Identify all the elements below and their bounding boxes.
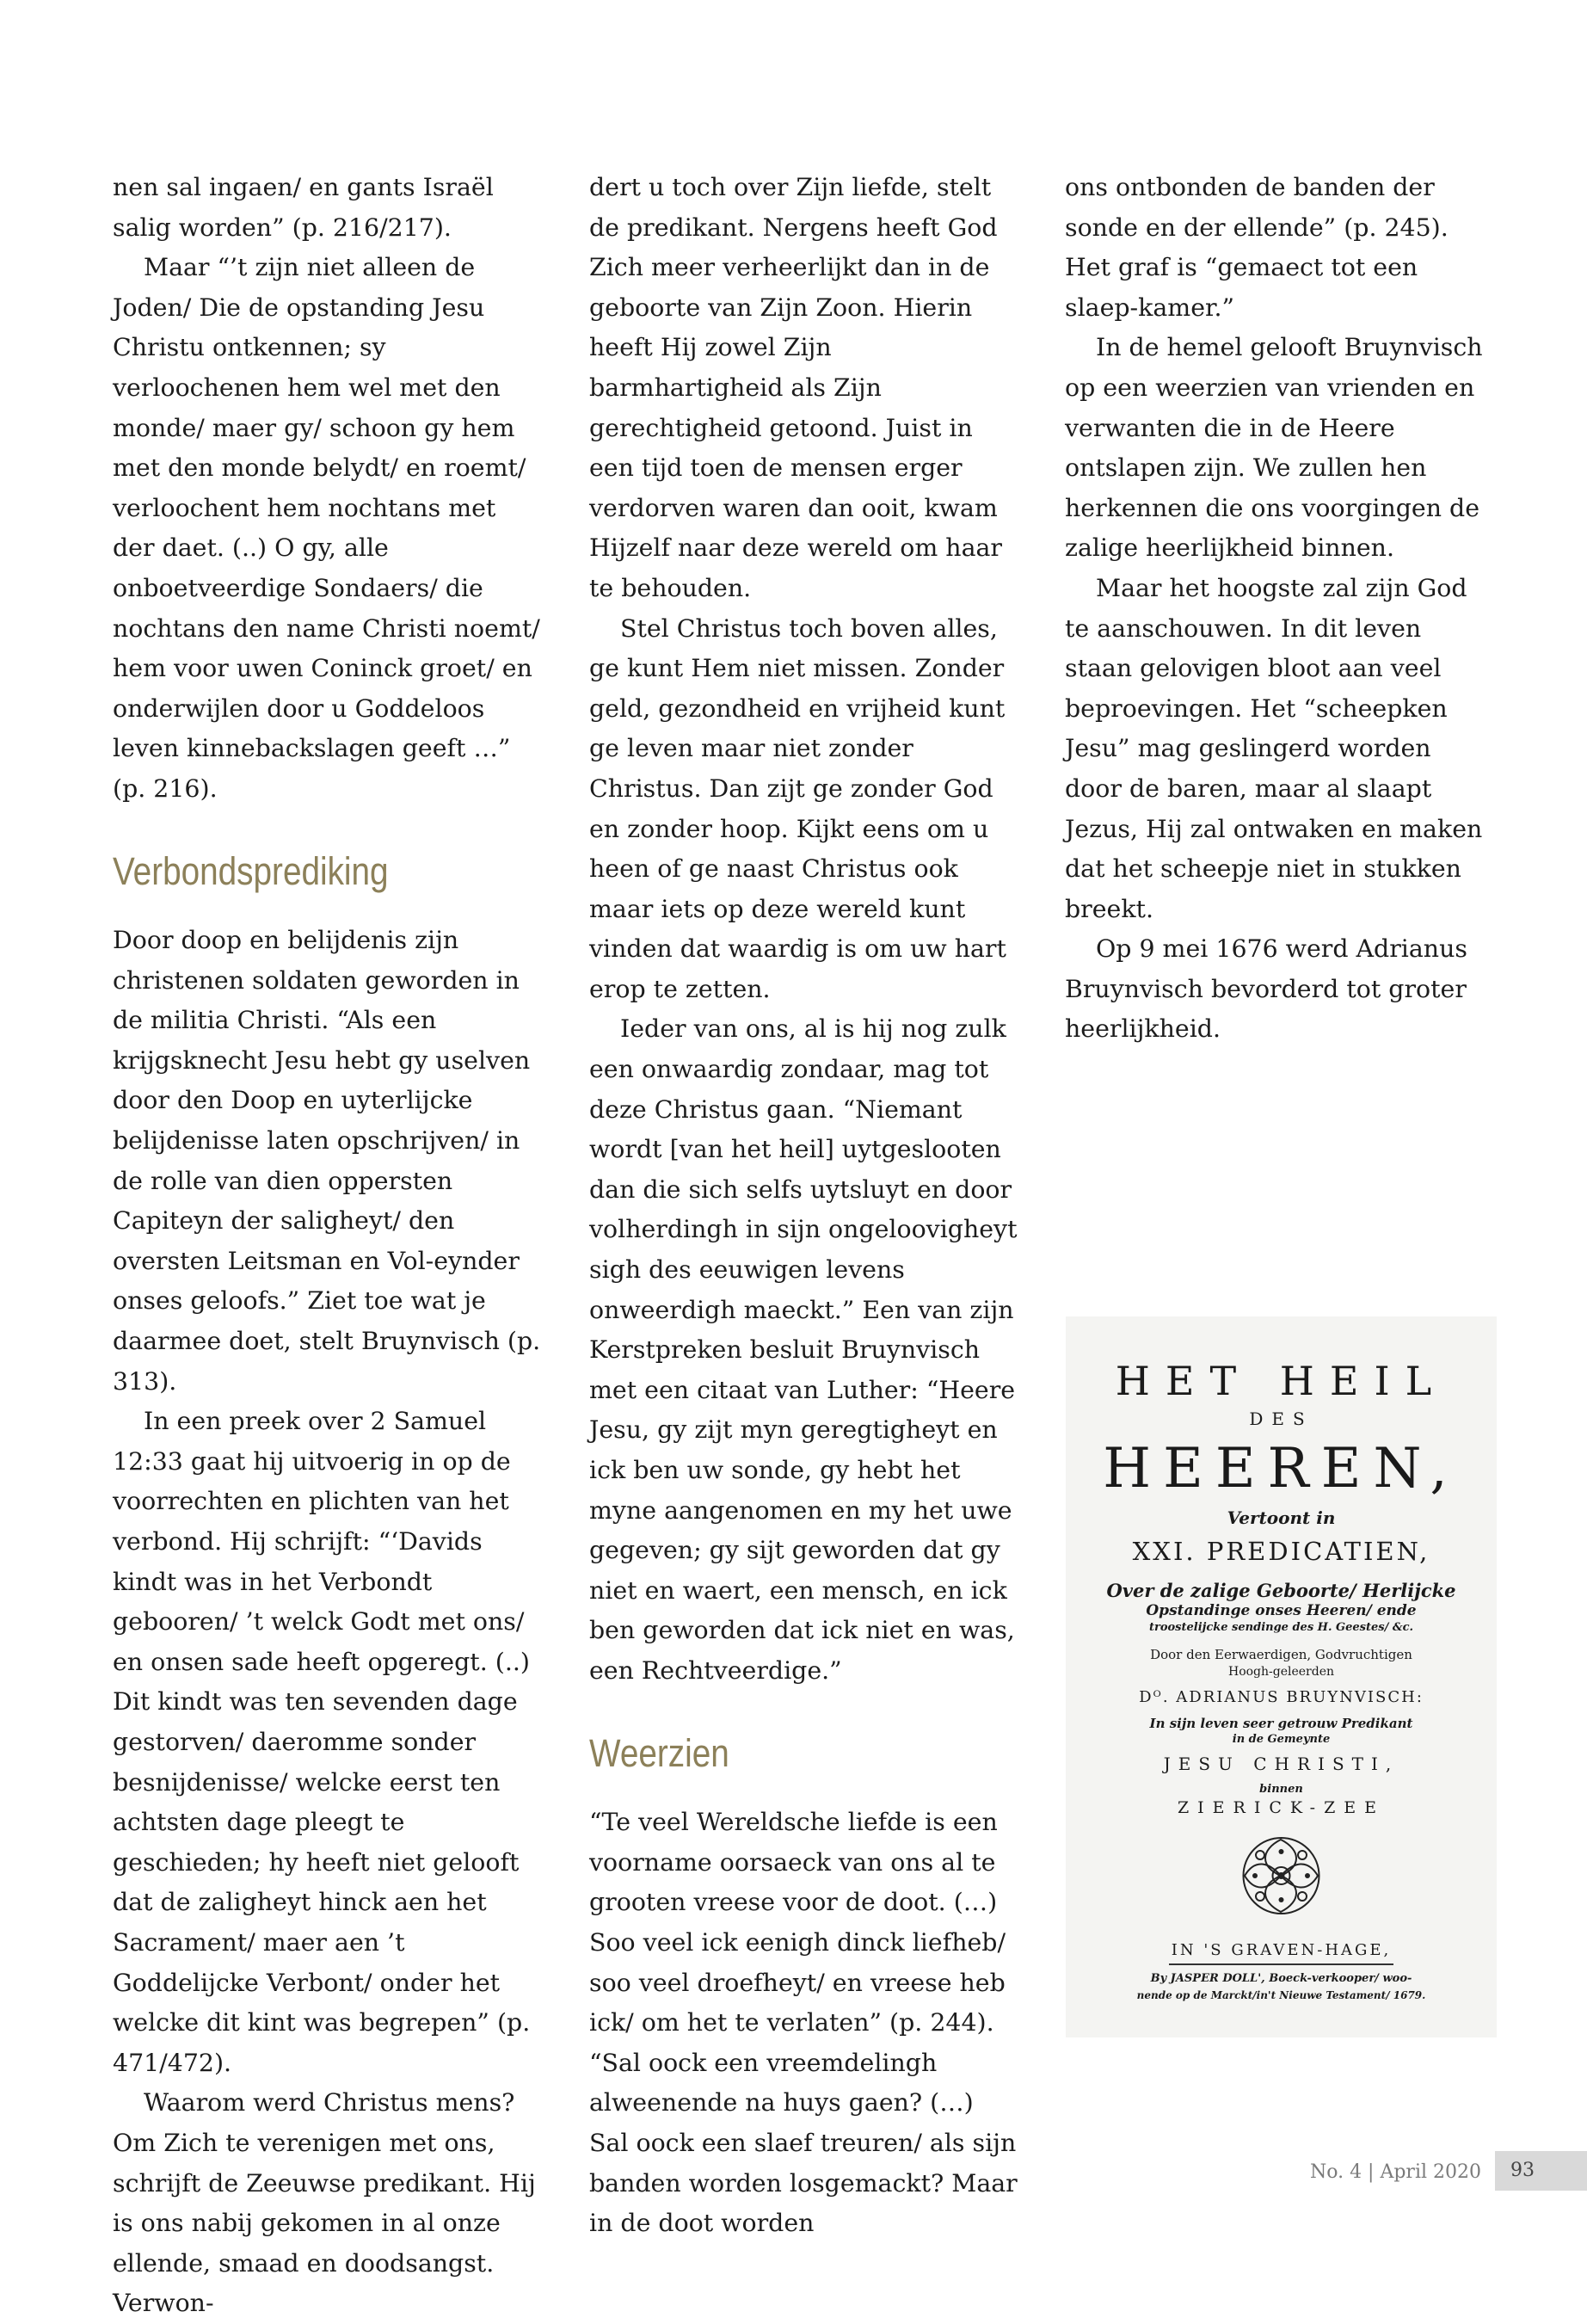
figure-line: HEEREN, (1103, 1437, 1460, 1501)
paragraph: “Te veel Wereldsche liefde is een voorname oorsaeck van ons al te grooten vreese voor de doot. (…) Soo veel ick eenigh dinck liefheb/ soo veel droefheyt/ en vreese heb ick/ om het te verlaten” (p. 244). “Sal oock een vreemdelingh alweenende na huys gaen? (…) Sal oock een slaef treuren/ als sijn banden worden losgemackt? Maar in de doot worden (589, 1808, 1018, 2238)
paragraph: dert u toch over Zijn liefde, stelt de predikant. Nergens heeft God Zich meer verheerlijkt dan in de geboorte van Zijn Zoon. Hierin heeft Hij zowel Zijn barmhartigheid als Zijn gerechtigheid getoond. Juist in een tijd toen de mensen erger verdorven waren dan ooit, kwam Hijzelf naar deze wereld om haar te behouden. (589, 173, 1003, 602)
figure-line: By JASPER DOLL', Boeck-verkooper/ woo- (1150, 1972, 1412, 1985)
title-page-figure (1066, 1316, 1497, 2037)
figure-line: Dᴼ. ADRIANUS BRUYNVISCH: (1139, 1688, 1424, 1706)
figure-line: binnen (1259, 1783, 1303, 1796)
figure-line: Opstandinge onses Heeren/ ende (1146, 1602, 1417, 1619)
section-heading-weerzien: Weerzien (589, 1730, 729, 1775)
figure-line: HET HEIL (1115, 1358, 1448, 1404)
column-3 (1065, 168, 1495, 1050)
figure-line: Door den Eerwaerdigen, Godvruchtigen (1150, 1647, 1412, 1662)
paragraph: Op 9 mei 1676 werd Adrianus Bruynvisch bevorderd tot groter heerlijkheid. (1065, 934, 1467, 1044)
figure-line: XXI. PREDICATIEN, (1132, 1537, 1430, 1566)
paragraph: In een preek over 2 Samuel 12:33 gaat hij uitvoerig in op de voorrechten en plichten van het verbond. Hij schrijft: “‘Davids kindt was in het Verbondt gebooren/ ’t welck Godt met ons/ en onsen sade heeft opgeregt. (..) Dit kindt was ten sevenden dage gestorven/ daeromme sonder besnijdenisse/ welcke eerst ten achtsten dage pleegt te geschieden; hy heeft niet gelooft dat de zaligheyt hinck aen het Sacrament/ maer aen ’t Goddelijcke Verbont/ onder het welcke dit kint was begrepen” (p. 471/472). (113, 1407, 531, 2077)
figure-line: Vertoont in (1227, 1507, 1336, 1528)
figure-rule (1169, 1963, 1393, 1965)
paragraph: Stel Christus toch boven alles, ge kunt Hem niet missen. Zonder geld, gezondheid en vrijheid kunt ge leven maar niet zonder Christus. Dan zijt ge zonder God en zonder hoop. Kijkt eens om u heen of ge naast Christus ook maar iets op deze wereld kunt vinden dat waardig is om uw hart erop te zetten. (589, 613, 1006, 1003)
figure-line: in de Gemeynte (1232, 1733, 1331, 1746)
column-2 (589, 168, 1019, 2244)
paragraph: nen sal ingaen/ en gants Israël salig worden” (p. 216/217). (113, 173, 494, 242)
paragraph: Maar het hoogste zal zijn God te aanschouwen. In dit leven staan gelovigen bloot aan veel beproevingen. Het “scheepken Jesu” mag geslingerd worden door de baren, maar al slaapt Jezus, Hij zal ontwaken en maken dat het scheepje niet in stukken breekt. (1065, 573, 1483, 923)
figure-line: IN 'S GRAVEN-HAGE, (1171, 1941, 1392, 1959)
column-1 (113, 168, 543, 2324)
paragraph: Ieder van ons, al is hij nog zulk een onwaardig zondaar, mag tot deze Christus gaan. “Niemant wordt [van het heil] uytgeslooten dan die sich selfs uytsluyt en door volherdingh in sijn ongeloovigheyt sigh des eeuwigen levens onweerdigh maeckt.” Een van zijn Kerstpreken besluit Bruynvisch met een citaat van Luther: “Heere Jesu, gy zijt myn geregtigheyt en ick ben uw sonde, gy hebt het myne aangenomen en my het uwe gegeven; gy sijt geworden dat gy niet en waert, een mensch, en ick ben geworden dat ick niet en was, een Rechtveerdige.” (589, 1014, 1018, 1685)
paragraph: Maar “’t zijn niet alleen de Joden/ Die de opstanding Jesu Christu ontkennen; sy verloochenen hem wel met den monde/ maer gy/ schoon gy hem met den monde belydt/ en roemt/ verloochent hem nochtans met der daet. (..) O gy, alle onboetveerdige Sondaers/ die nochtans den name Christi noemt/ hem voor uwen Coninck groet/ en onderwijlen door u Goddeloos leven kinnebackslagen geeft …” (p. 216). (113, 253, 540, 803)
figure-line: In sijn leven seer getrouw Predikant (1149, 1716, 1413, 1731)
paragraph: In de hemel gelooft Bruynvisch op een weerzien van vrienden en verwanten die in de Heere ontslapen zijn. We zullen hen herkennen die ons voorgingen de zalige heerlijkheid binnen. (1065, 333, 1483, 563)
figure-line: DES (1249, 1409, 1313, 1429)
issue-label: No. 4 | April 2020 (1309, 2161, 1481, 2183)
figure-line: Hoogh-geleerden (1227, 1665, 1335, 1679)
page-number: 93 (1495, 2151, 1587, 2191)
paragraph: ons ontbonden de banden der sonde en der ellende” (p. 245). Het graf is “gemaect tot een slaep-kamer.” (1065, 173, 1449, 322)
paragraph: Waarom werd Christus mens? Om Zich te verenigen met ons, schrijft de Zeeuwse predikant. Hij is ons nabij gekomen in al onze ellende, smaad en doodsangst. Verwon- (113, 2088, 536, 2318)
printer-ornament-icon (1234, 1833, 1328, 1919)
figure-line: nende op de Marckt/in't Nieuwe Testament/ 1679. (1136, 1989, 1426, 2001)
section-heading-verbondsprediking: Verbondsprediking (113, 848, 389, 893)
figure-line: Over de zalige Geboorte/ Herlijcke (1106, 1580, 1456, 1601)
figure-line: JESU CHRISTI, (1163, 1754, 1399, 1774)
figure-line: troostelijcke sendinge des H. Geestes/ &c. (1148, 1621, 1414, 1634)
paragraph: Door doop en belijdenis zijn christenen soldaten geworden in de militia Christi. “Als een krijgsknecht Jesu hebt gy uselven door den Doop en uyterlijcke belijdenisse laten opschrijven/ in de rolle van dien oppersten Capiteyn der saligheyt/ den oversten Leitsman en Vol-eynder onses geloofs.” Ziet toe wat je daarmee doet, stelt Bruynvisch (p. 313). (113, 926, 541, 1396)
figure-line: ZIERICK-ZEE (1177, 1798, 1386, 1817)
